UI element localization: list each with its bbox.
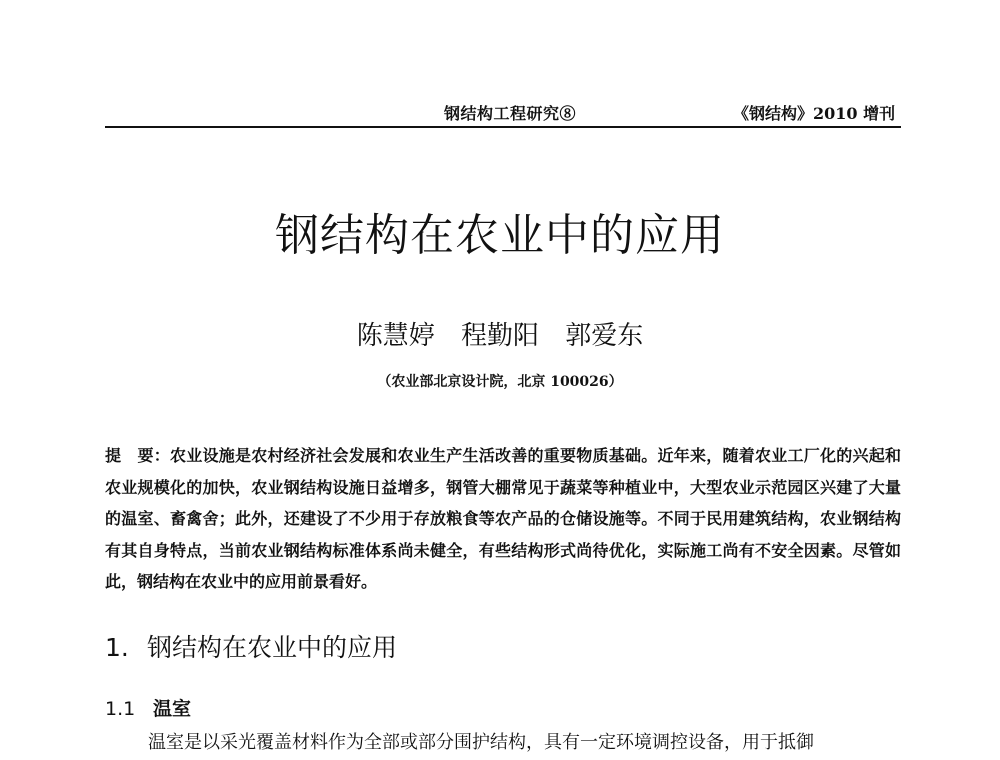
author-affiliation: （农业部北京设计院，北京 100026） — [377, 374, 623, 390]
section-number: 1. — [105, 633, 129, 662]
subsection-heading — [105, 694, 191, 721]
section-heading — [105, 628, 397, 664]
body-paragraph: 温室是以采光覆盖材料作为全部或部分围护结构，具有一定环境调控设备，用于抵御 — [148, 732, 814, 753]
subsection-title: 温室 — [153, 698, 192, 720]
running-header-series: 钢结构工程研究⑧ — [444, 104, 577, 123]
abstract — [105, 440, 901, 598]
paper-title: 钢结构在农业中的应用 — [275, 210, 725, 261]
abstract-label: 提 要： — [105, 446, 170, 465]
header-divider — [105, 126, 901, 128]
section-title: 钢结构在农业中的应用 — [147, 633, 398, 662]
abstract-text: 农业设施是农村经济社会发展和农业生产生活改善的重要物质基础。近年来，随着农业工厂化的兴起和农业规模化的加快，农业钢结构设施日益增多，钢管大棚常见于蔬菜等种植业中，大型农业示范园区兴建了大量的温室、畜禽舍；此外，还建设了不少用于存放粮食等农产品的仓储设施等。不同于民用建筑结构，农业钢结构有其自身特点，当前农业钢结构标准体系尚未健全，有些结构形式尚待优化，实际施工尚有不安全因素。尽管如此，钢结构在农业中的应用前景看好。 — [105, 446, 901, 591]
running-header-journal: 《钢结构》2010 增刊 — [733, 104, 896, 123]
subsection-number: 1.1 — [105, 698, 136, 720]
author-list: 陈慧婷 程勤阳 郭爱东 — [356, 321, 644, 351]
